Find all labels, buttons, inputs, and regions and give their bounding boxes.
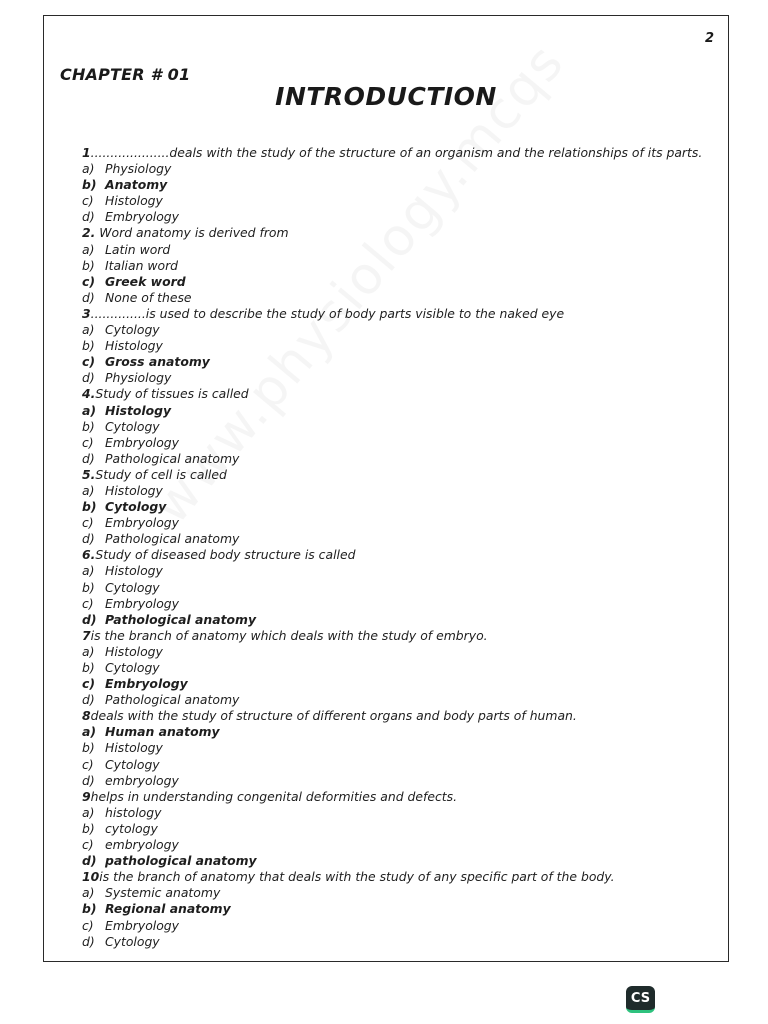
option-letter: a) [82,161,95,177]
correct-option-text: Embryology [105,676,188,692]
option-text: Cytology [105,756,160,772]
answer-option [82,419,712,435]
answer-option [82,322,712,338]
question-number: 4. [82,386,96,402]
option-letter: d) [82,531,95,547]
option-letter: a) [82,643,95,659]
question-number: 1 [82,145,91,160]
answer-option [82,773,712,789]
option-letter: c) [82,837,94,853]
chapter-heading: CHAPTER # 01 [60,65,191,84]
option-text: Pathological anatomy [105,531,240,547]
correct-option-text: Greek word [105,273,186,289]
answer-option [82,740,712,756]
answer-option [82,724,712,740]
option-letter: a) [82,482,95,498]
option-text: Physiology [105,370,172,386]
option-letter: b) [82,820,95,836]
option-letter: b) [82,257,95,273]
option-text: Histology [105,482,163,498]
question-stem [82,467,712,483]
answer-option [82,692,712,708]
question-block [82,306,712,386]
answer-option [82,499,712,515]
question-number: 3 [82,305,91,321]
option-text: Pathological anatomy [105,692,240,708]
question-text: ....................deals with the study of the structure of an organism and the relationships of its parts. [90,145,703,160]
option-text: Italian word [105,257,179,273]
option-text: Latin word [105,241,171,257]
question-block [82,628,712,708]
question-stem [82,869,712,885]
option-letter: d) [82,933,95,949]
answer-option [82,531,712,547]
correct-option-text: Cytology [105,499,167,515]
question-number: 10 [82,869,100,885]
question-block [82,467,712,547]
scanner-logo: CS [626,986,655,1013]
answer-option [82,177,712,193]
option-letter: c) [82,756,94,772]
option-letter: b) [82,901,97,917]
answer-option [82,435,712,451]
option-letter: d) [82,692,95,708]
answer-option [82,161,712,177]
option-text: Histology [105,193,163,209]
option-letter: b) [82,177,97,193]
question-number: 5. [82,466,96,482]
option-text: cytology [105,820,158,836]
question-stem [82,306,712,322]
option-text: Cytology [105,322,160,338]
option-letter: a) [82,563,95,579]
answer-option [82,483,712,499]
option-text: Histology [105,338,163,354]
option-letter: b) [82,499,97,515]
mcq-list [82,145,712,950]
option-letter: b) [82,740,95,756]
option-letter: b) [82,660,95,675]
option-letter: d) [82,611,97,627]
answer-option [82,821,712,837]
option-letter: d) [82,772,95,788]
answer-option [82,193,712,209]
question-block [82,386,712,466]
option-letter: b) [82,418,95,434]
page-title: INTRODUCTION [275,82,497,111]
answer-option [82,757,712,773]
option-letter: b) [82,338,95,354]
option-text: Histology [105,740,163,756]
answer-option [82,934,712,950]
question-text: ..............is used to describe the study of body parts visible to the naked eye [90,305,565,321]
document-page [43,15,729,962]
option-text: Embryology [105,515,179,531]
answer-option [82,660,712,676]
question-text: Study of cell is called [95,466,227,482]
option-letter: c) [82,917,94,933]
answer-option [82,258,712,274]
correct-option-text: Histology [105,402,172,418]
option-text: Embryology [105,209,179,225]
option-letter: d) [82,370,95,386]
question-text: is the branch of anatomy which deals with the study of embryo. [90,627,488,643]
option-text: Cytology [105,579,160,595]
question-stem [82,708,712,724]
answer-option [82,596,712,612]
answer-option [82,403,712,419]
option-text: Cytology [105,933,160,949]
question-text: deals with the study of structure of different organs and body parts of human. [90,708,577,724]
answer-option [82,853,712,869]
option-letter: a) [82,402,97,418]
question-text: helps in understanding congenital deformities and defects. [90,788,458,804]
option-text: Embryology [105,595,179,611]
question-stem [82,789,712,805]
option-letter: a) [82,322,95,338]
question-number: 9 [82,788,91,804]
question-block [82,145,712,225]
option-letter: c) [82,354,96,370]
correct-option-text: Pathological anatomy [105,611,257,627]
answer-option [82,885,712,901]
question-block [82,869,712,949]
answer-option [82,612,712,628]
option-letter: c) [82,595,94,611]
question-stem [82,386,712,402]
answer-option [82,242,712,258]
correct-option-text: Gross anatomy [105,354,210,370]
question-number: 7 [82,627,91,643]
option-text: Histology [105,563,163,579]
correct-option-text: Regional anatomy [105,901,231,917]
option-letter: c) [82,193,94,209]
answer-option [82,354,712,370]
option-text: Cytology [105,660,160,675]
answer-option [82,837,712,853]
option-letter: c) [82,515,94,531]
option-text: embryology [105,772,179,788]
option-letter: c) [82,273,96,289]
option-letter: a) [82,241,95,257]
question-block [82,225,712,305]
option-letter: c) [82,434,94,450]
question-number: 2. [82,225,96,241]
question-text: Study of diseased body structure is called [95,547,356,563]
answer-option [82,644,712,660]
answer-option [82,580,712,596]
answer-option [82,370,712,386]
answer-option [82,901,712,917]
option-text: Embryology [105,917,179,933]
question-block [82,789,712,869]
question-stem [82,145,712,161]
question-number: 8 [82,708,91,724]
question-stem [82,547,712,563]
question-number: 6. [82,547,96,563]
option-letter: d) [82,209,95,225]
option-letter: d) [82,450,95,466]
answer-option [82,451,712,467]
answer-option [82,290,712,306]
correct-option-text: Anatomy [105,177,168,193]
option-letter: a) [82,804,95,820]
option-letter: d) [82,853,97,869]
option-text: Systemic anatomy [105,885,221,901]
option-text: Pathological anatomy [105,450,240,466]
answer-option [82,338,712,354]
option-letter: c) [82,676,96,692]
answer-option [82,515,712,531]
question-stem [82,628,712,644]
option-text: Physiology [105,161,172,177]
option-letter: b) [82,579,95,595]
question-block [82,547,712,627]
answer-option [82,274,712,290]
option-letter: d) [82,289,95,305]
option-text: embryology [105,837,179,853]
correct-option-text: Human anatomy [105,724,220,740]
answer-option [82,676,712,692]
question-text: Word anatomy is derived from [95,225,289,241]
option-text: None of these [105,289,192,305]
option-letter: a) [82,885,95,901]
correct-option-text: pathological anatomy [105,853,257,869]
answer-option [82,918,712,934]
option-text: histology [105,804,162,820]
option-text: Embryology [105,434,179,450]
page-number: 2 [704,31,714,46]
option-letter: a) [82,724,97,740]
answer-option [82,563,712,579]
question-text: Study of tissues is called [95,386,249,402]
answer-option [82,805,712,821]
option-text: Cytology [105,418,160,434]
question-stem [82,225,712,241]
option-text: Histology [105,643,163,659]
question-text: is the branch of anatomy that deals with the study of any specific part of the body. [99,869,615,885]
answer-option [82,209,712,225]
question-block [82,708,712,788]
